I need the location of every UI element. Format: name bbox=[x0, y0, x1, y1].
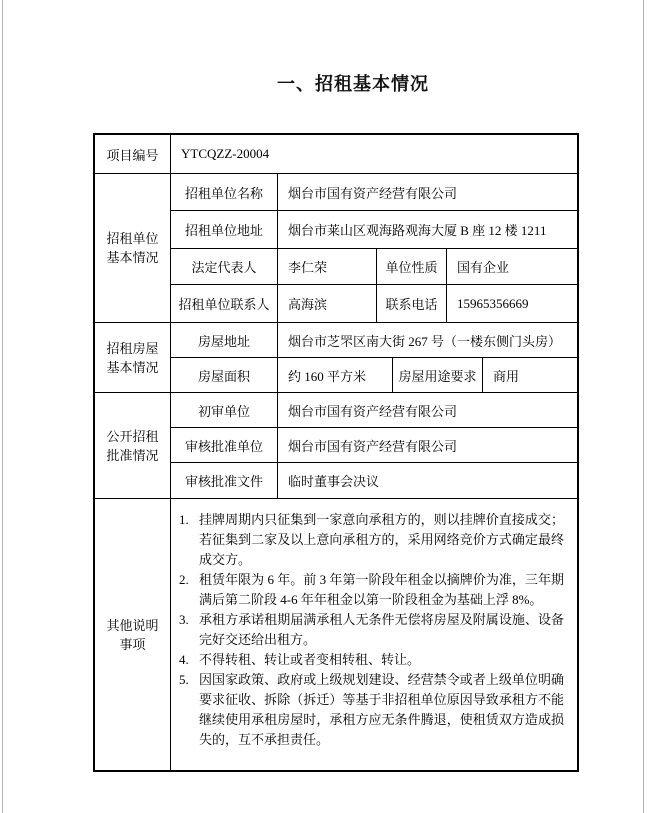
project-no-label: 项目编号 bbox=[95, 135, 171, 174]
unit-type-label: 单位性质 bbox=[377, 249, 447, 285]
group-header-other-line2: 事项 bbox=[119, 636, 146, 652]
other-item-2 bbox=[176, 570, 564, 610]
approve-doc-value: 临时董事会决议 bbox=[278, 463, 577, 499]
group-header-house-line1: 招租房屋 bbox=[106, 340, 159, 356]
house-use-value: 商用 bbox=[483, 358, 577, 393]
approve-unit-label: 审核批准单位 bbox=[171, 428, 278, 463]
first-review-value: 烟台市国有资产经营有限公司 bbox=[278, 393, 577, 428]
other-item-1-text: 挂牌周期内只征集到一家意向承租方的，则以挂牌价直接成交；若征集到二家及以上意向承租方的，采用网络竞价方式确定最终成交方。 bbox=[199, 512, 564, 567]
approve-doc-label: 审核批准文件 bbox=[171, 463, 278, 499]
unit-addr-value: 烟台市莱山区观海路观海大厦 B 座 12 楼 1211 bbox=[278, 211, 577, 249]
house-area-value: 约 160 平方米 bbox=[278, 358, 393, 393]
contact-label: 招租单位联系人 bbox=[171, 285, 278, 323]
unit-name-label: 招租单位名称 bbox=[171, 174, 278, 211]
other-item-4 bbox=[176, 650, 564, 670]
other-item-2-text: 租赁年限为 6 年。前 3 年第一阶段年租金以摘牌价为准，三年期满后第二阶段 4-6 年年租金以第一阶段租金为基础上浮 8%。 bbox=[199, 572, 564, 607]
group-header-approve bbox=[95, 393, 171, 499]
house-use-label: 房屋用途要求 bbox=[393, 358, 483, 393]
other-item-5 bbox=[176, 670, 564, 750]
group-header-other bbox=[95, 499, 171, 770]
other-item-3-number: 3. bbox=[179, 612, 189, 627]
other-item-5-text: 因国家政策、政府或上级规划建设、经营禁令或者上级单位明确要求征收、拆除（拆迁）等基于非招租单位原因导致承租方不能继续使用承租房屋时，承租方应无条件腾退，使租赁双方造成损失的，互不承担责任。 bbox=[199, 672, 564, 747]
contact-value: 高海滨 bbox=[278, 285, 377, 323]
group-header-house bbox=[95, 323, 171, 393]
other-item-1-number: 1. bbox=[179, 512, 189, 527]
group-header-approve-line1: 公开招租 bbox=[106, 428, 159, 444]
unit-name-value: 烟台市国有资产经营有限公司 bbox=[278, 174, 577, 211]
other-item-5-number: 5. bbox=[179, 672, 189, 687]
other-items-cell bbox=[171, 499, 577, 770]
house-area-label: 房屋面积 bbox=[171, 358, 278, 393]
other-item-4-text: 不得转租、转让或者变相转租、转让。 bbox=[199, 652, 421, 667]
group-header-unit bbox=[95, 174, 171, 323]
document-page bbox=[2, 0, 644, 813]
other-item-1 bbox=[176, 510, 564, 570]
group-header-house-line2: 基本情况 bbox=[106, 359, 159, 375]
first-review-label: 初审单位 bbox=[171, 393, 278, 428]
other-item-4-number: 4. bbox=[179, 652, 189, 667]
phone-label: 联系电话 bbox=[377, 285, 447, 323]
unit-addr-label: 招租单位地址 bbox=[171, 211, 278, 249]
unit-type-value: 国有企业 bbox=[447, 249, 577, 285]
phone-value: 15965356669 bbox=[447, 285, 577, 323]
group-header-other-line1: 其他说明 bbox=[106, 617, 159, 633]
other-item-3 bbox=[176, 610, 564, 650]
project-no-value: YTCQZZ-20004 bbox=[171, 135, 577, 174]
legal-rep-label: 法定代表人 bbox=[171, 249, 278, 285]
approve-unit-value: 烟台市国有资产经营有限公司 bbox=[278, 428, 577, 463]
group-header-unit-line2: 基本情况 bbox=[106, 250, 159, 265]
rental-info-table bbox=[93, 133, 579, 772]
house-addr-value: 烟台市芝罘区南大街 267 号（一楼东侧门头房） bbox=[278, 323, 577, 358]
group-header-approve-line2: 批准情况 bbox=[106, 447, 159, 463]
page-title: 一、招租基本情况 bbox=[277, 74, 429, 94]
other-item-2-number: 2. bbox=[179, 572, 189, 587]
legal-rep-value: 李仁荣 bbox=[278, 249, 377, 285]
house-addr-label: 房屋地址 bbox=[171, 323, 278, 358]
other-item-3-text: 承租方承诺租期届满承租人无条件无偿将房屋及附属设施、设备完好交还给出租方。 bbox=[199, 612, 564, 647]
group-header-unit-line1: 招租单位 bbox=[106, 231, 159, 246]
